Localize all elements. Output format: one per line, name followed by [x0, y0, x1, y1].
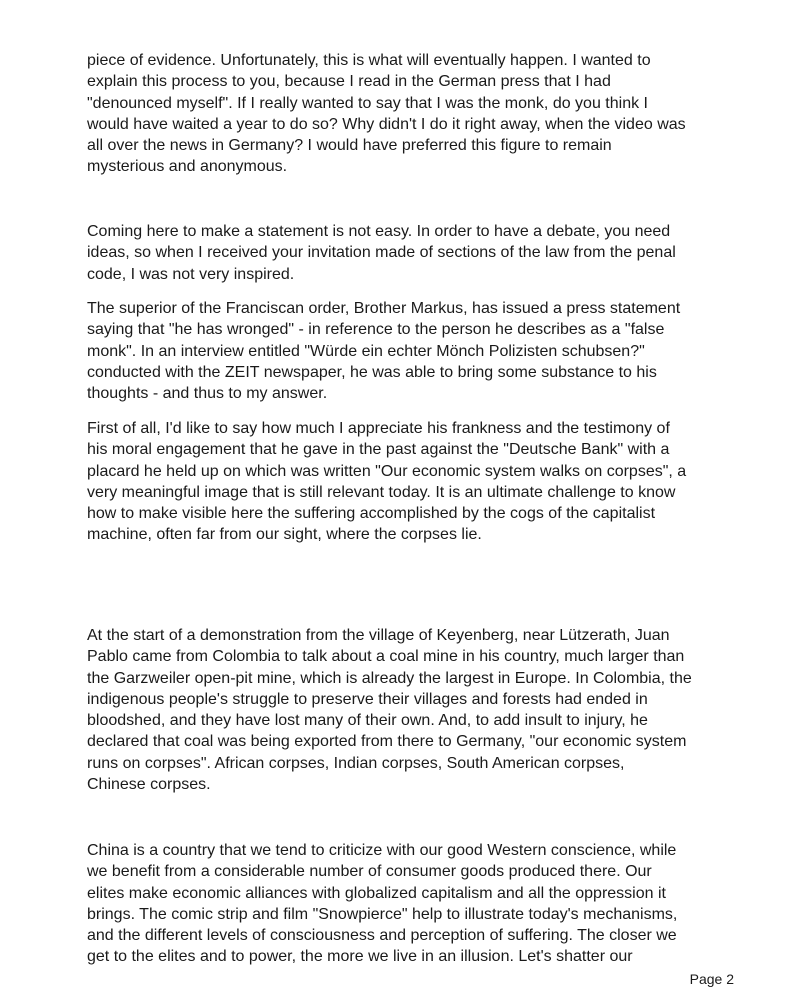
paragraph-deutsche-bank	[87, 418, 717, 546]
text-line: conducted with the ZEIT newspaper, he was able to bring some substance to his	[87, 363, 657, 381]
text-line: runs on corpses". African corpses, Indian corpses, South American corpses,	[87, 754, 625, 772]
paragraph-china	[87, 840, 717, 968]
text-line: bloodshed, and they have lost many of their own. And, to add insult to injury, he	[87, 712, 648, 730]
text-line: brings. The comic strip and film "Snowpierce" help to illustrate today's mechanisms,	[87, 905, 678, 923]
text-line: Chinese corpses.	[87, 776, 211, 794]
text-line: would have waited a year to do so? Why didn't I do it right away, when the video was	[87, 115, 686, 133]
paragraph-evidence	[87, 50, 717, 178]
text-line: thoughts - and thus to my answer.	[87, 385, 328, 403]
text-line: placard he held up on which was written "Our economic system walks on corpses", a	[87, 462, 687, 480]
text-line: saying that "he has wronged" - in reference to the person he describes as a "false	[87, 321, 665, 339]
text-line: China is a country that we tend to criticize with our good Western conscience, while	[87, 842, 677, 859]
text-line: piece of evidence. Unfortunately, this is what will eventually happen. I wanted to	[87, 52, 651, 69]
text-line: machine, often far from our sight, where the corpses lie.	[87, 526, 482, 544]
text-line: At the start of a demonstration from the village of Keyenberg, near Lützerath, Juan	[87, 627, 670, 644]
paragraph-keyenberg	[87, 625, 717, 795]
text-line: First of all, I'd like to say how much I appreciate his frankness and the testimony of	[87, 420, 670, 437]
text-line: all over the news in Germany? I would have preferred this figure to remain	[87, 137, 612, 155]
text-line: The superior of the Franciscan order, Brother Markus, has issued a press statement	[87, 300, 681, 317]
text-line: code, I was not very inspired.	[87, 265, 295, 283]
text-line: Pablo came from Colombia to talk about a coal mine in his country, much larger than	[87, 648, 685, 666]
text-line: monk". In an interview entitled "Würde ein echter Mönch Polizisten schubsen?"	[87, 342, 645, 360]
text-line: get to the elites and to power, the more we live in an illusion. Let's shatter our	[87, 948, 633, 966]
text-line: declared that coal was being exported from there to Germany, "our economic system	[87, 733, 687, 751]
page-number: Page 2	[689, 971, 734, 987]
text-line: Coming here to make a statement is not easy. In order to have a debate, you need	[87, 223, 671, 240]
text-line: explain this process to you, because I read in the German press that I had	[87, 73, 611, 91]
text-line: the Garzweiler open-pit mine, which is already the largest in Europe. In Colombia, the	[87, 669, 692, 687]
text-line: ideas, so when I received your invitation made of sections of the law from the penal	[87, 244, 676, 262]
paragraph-franciscan	[87, 298, 717, 404]
text-line: his moral engagement that he gave in the past against the "Deutsche Bank" with a	[87, 441, 670, 459]
text-line: mysterious and anonymous.	[87, 158, 288, 176]
text-line: how to make visible here the suffering accomplished by the cogs of the capitalist	[87, 505, 656, 523]
text-line: indigenous people's struggle to preserve their villages and forests had ended in	[87, 690, 648, 708]
text-line: and the different levels of consciousness and perception of suffering. The closer we	[87, 927, 677, 945]
text-line: "denounced myself". If I really wanted to say that I was the monk, do you think I	[87, 94, 648, 112]
text-line: elites make economic alliances with globalized capitalism and all the oppression it	[87, 884, 666, 902]
paragraph-statement	[87, 221, 717, 285]
text-line: very meaningful image that is still relevant today. It is an ultimate challenge to know	[87, 483, 676, 501]
text-line: we benefit from a considerable number of consumer goods produced there. Our	[87, 863, 652, 881]
